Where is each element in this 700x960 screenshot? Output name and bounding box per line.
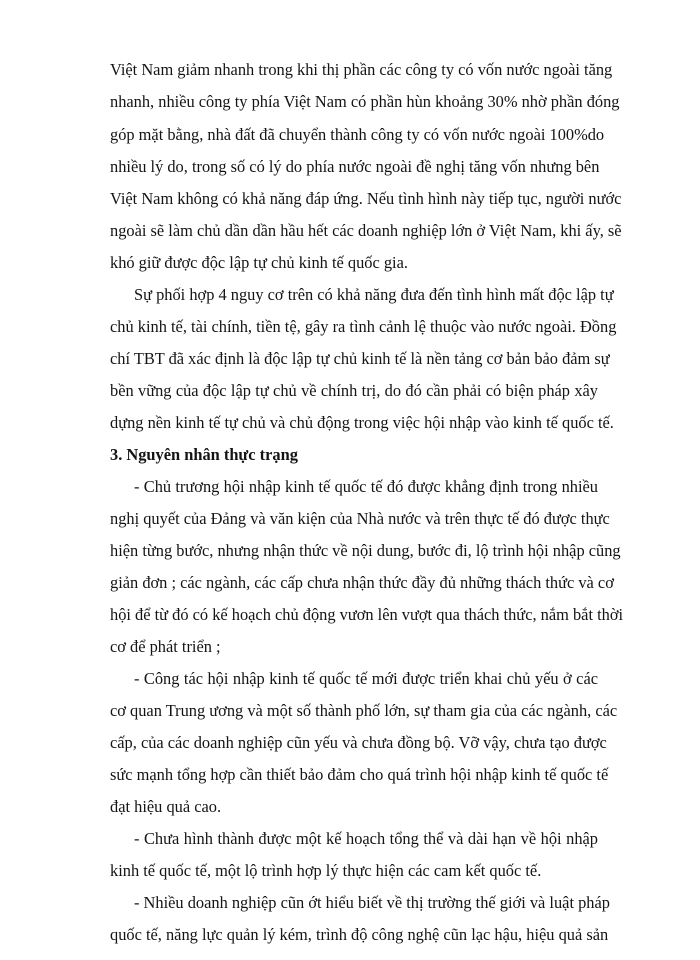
paragraph-line: khó giữ được độc lập tự chủ kinh tế quốc gia.: [110, 253, 408, 272]
paragraph-line: Việt Nam giảm nhanh trong khi thị phần các công ty có vốn nước ngoài tăng: [110, 60, 613, 79]
paragraph-line: đạt hiệu quả cao.: [110, 797, 222, 816]
paragraph-line: - Nhiều doanh nghiệp cũn ớt hiểu biết về thị trường thế giới và luật pháp: [134, 893, 610, 912]
paragraph-line: chủ kinh tế, tài chính, tiền tệ, gây ra tình cảnh lệ thuộc vào nước ngoài. Đồng: [110, 317, 617, 336]
paragraph-line: quốc tế, năng lực quản lý kém, trình độ công nghệ cũn lạc hậu, hiệu quả sản: [110, 925, 609, 944]
paragraph-line: bền vững của độc lập tự chủ về chính trị, do đó cần phải có biện pháp xây: [110, 381, 598, 400]
paragraph-line: cơ quan Trung ương và một số thành phố lớn, sự tham gia của các ngành, các: [110, 701, 618, 720]
paragraph-line: kinh tế quốc tế, một lộ trình hợp lý thực hiện các cam kết quốc tế.: [110, 861, 542, 880]
paragraph-line: cơ để phát triển ;: [110, 637, 221, 656]
paragraph-line: - Công tác hội nhập kinh tế quốc tế mới được triển khai chủ yếu ở các: [134, 669, 598, 688]
paragraph-line: - Chưa hình thành được một kế hoạch tổng thể và dài hạn về hội nhập: [134, 829, 598, 848]
paragraph-line: hiện từng bước, nhưng nhận thức về nội dung, bước đi, lộ trình hội nhập cũng: [110, 541, 621, 560]
paragraph-line: dựng nền kinh tế tự chủ và chủ động trong việc hội nhập vào kinh tế quốc tế.: [110, 413, 614, 432]
paragraph-line: nhanh, nhiều công ty phía Việt Nam có phần hùn khoảng 30% nhờ phần đóng: [110, 92, 620, 111]
paragraph-line: góp mặt bằng, nhà đất đã chuyển thành công ty có vốn nước ngoài 100%do: [110, 125, 605, 144]
paragraph-line: cấp, của các doanh nghiệp cũn yếu và chưa đồng bộ. Vỡ vậy, chưa tạo được: [110, 733, 607, 752]
paragraph-line: ngoài sẽ làm chủ dần dần hầu hết các doanh nghiệp lớn ở Việt Nam, khi ấy, sẽ: [110, 221, 622, 240]
paragraph-line: nhiều lý do, trong số có lý do phía nước ngoài đề nghị tăng vốn nhưng bên: [110, 157, 600, 176]
paragraph-line: Sự phối hợp 4 nguy cơ trên có khả năng đưa đến tình hình mất độc lập tự: [134, 285, 614, 304]
section-heading: 3. Nguyên nhân thực trạng: [110, 445, 298, 464]
paragraph-line: sức mạnh tổng hợp cần thiết bảo đảm cho quá trình hội nhập kinh tế quốc tế: [110, 765, 609, 784]
paragraph-line: nghị quyết của Đảng và văn kiện của Nhà nước và trên thực tế đó được thực: [110, 509, 610, 528]
paragraph-line: chí TBT đã xác định là độc lập tự chủ kinh tế là nền tảng cơ bản bảo đảm sự: [110, 349, 610, 368]
paragraph-line: giản đơn ; các ngành, các cấp chưa nhận thức đầy đủ những thách thức và cơ: [110, 573, 614, 592]
paragraph-line: - Chủ trương hội nhập kinh tế quốc tế đó được khẳng định trong nhiều: [134, 477, 598, 496]
paragraph-line: Việt Nam không có khả năng đáp ứng. Nếu tình hình này tiếp tục, người nước: [110, 189, 622, 208]
paragraph-line: hội để từ đó có kế hoạch chủ động vươn lên vượt qua thách thức, nắm bắt thời: [110, 605, 624, 624]
